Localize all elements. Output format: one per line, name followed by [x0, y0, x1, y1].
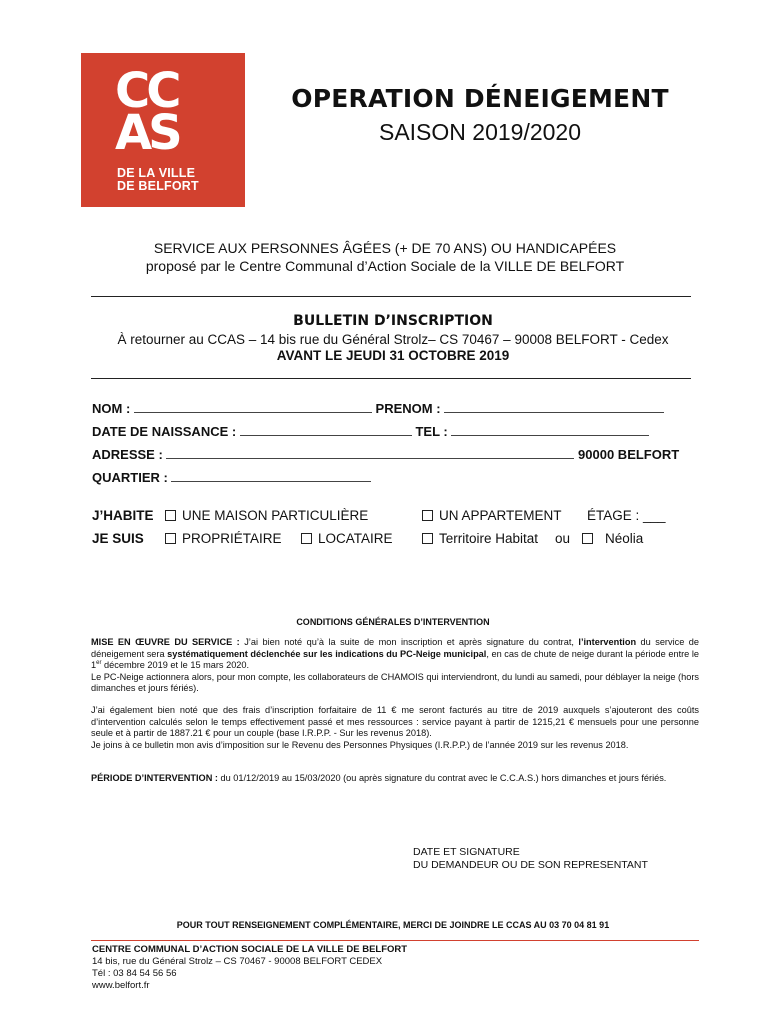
conditions-block [91, 637, 699, 695]
mise-label: MISE EN ŒUVRE DU SERVICE : [91, 637, 240, 647]
mise-text: décembre 2019 et le 15 mars 2020. [101, 660, 250, 670]
checkbox-territoire[interactable] [422, 533, 433, 544]
frais-block [91, 705, 699, 751]
quartier-row [92, 470, 371, 485]
logo-subtitle-1: DE LA VILLE [117, 166, 196, 180]
option-proprietaire[interactable] [165, 531, 282, 546]
page-subtitle: SAISON 2019/2020 [378, 119, 582, 145]
bulletin-title: BULLETIN D’INSCRIPTION [293, 313, 493, 329]
page-title: OPERATION DÉNEIGEMENT [291, 84, 669, 113]
suis-label: JE SUIS [92, 531, 144, 546]
footer-address: 14 bis, rue du Général Strolz – CS 70467 - 90008 BELFORT CEDEX [92, 956, 383, 967]
tel-field[interactable] [451, 425, 649, 436]
nom-field[interactable] [134, 402, 372, 413]
address-row [92, 447, 679, 462]
ccas-logo [81, 53, 245, 207]
prenom-label: PRENOM : [375, 401, 441, 416]
naissance-label: DATE DE NAISSANCE : [92, 424, 237, 439]
joins-paragraph: Je joins à ce bulletin mon avis d’imposition sur le Revenu des Personnes Physiques (I.R.P.P.) de l’année 2019 sur les revenus 2018. [91, 739, 629, 750]
mise-text: du service de déneigement sera [91, 637, 700, 659]
periode-text: du 01/12/2019 au 15/03/2020 (ou après signature du contrat avec le C.C.A.S.) hors dimanches et jours fériés. [217, 773, 667, 783]
signature-line-1: DATE ET SIGNATURE [413, 846, 520, 858]
footer-website[interactable]: www.belfort.fr [92, 980, 150, 991]
tel-label: TEL : [415, 424, 448, 439]
ou-label: ou [555, 531, 571, 546]
city-label: 90000 BELFORT [578, 447, 680, 462]
adresse-field[interactable] [166, 448, 574, 459]
pc-neige-paragraph: Le PC-Neige actionnera alors, pour mon compte, les collaborateurs de CHAMOIS qui interviendront, du lundi au samedi, pour déblayer la neige (hors dimanches et jours fériés). [91, 671, 699, 693]
neolia-label: Néolia [605, 531, 644, 546]
habite-row [92, 508, 154, 523]
maison-label: UNE MAISON PARTICULIÈRE [182, 508, 369, 523]
deadline: AVANT LE JEUDI 31 OCTOBRE 2019 [276, 348, 510, 363]
suis-row [92, 531, 144, 546]
habite-label: J’HABITE [92, 508, 154, 523]
footer-tel: Tél : 03 84 54 56 56 [92, 968, 177, 979]
logo-text-as: AS [115, 105, 179, 161]
quartier-field[interactable] [171, 471, 371, 482]
mise-bold: l’intervention [578, 637, 637, 647]
divider [91, 378, 691, 379]
checkbox-proprietaire[interactable] [165, 533, 176, 544]
footer-divider [91, 940, 699, 941]
mise-text: , en cas de chute de neige durant la période entre le 1 [91, 648, 700, 670]
proprietaire-label: PROPRIÉTAIRE [182, 531, 282, 546]
signature-line-2: DU DEMANDEUR OU DE SON REPRESENTANT [413, 859, 648, 871]
territoire-label: Territoire Habitat [439, 531, 539, 546]
mise-bold: systématiquement déclenchée sur les indications du PC-Neige municipal [167, 648, 487, 659]
prenom-field[interactable] [444, 402, 664, 413]
periode-block [91, 773, 699, 785]
locataire-label: LOCATAIRE [318, 531, 393, 546]
footer-org: CENTRE COMMUNAL D’ACTION SOCIALE DE LA VILLE DE BELFORT [92, 944, 408, 955]
option-locataire[interactable] [301, 531, 393, 546]
checkbox-neolia[interactable] [582, 533, 593, 544]
return-address: À retourner au CCAS – 14 bis rue du Général Strolz– CS 70467 – 90008 BELFORT - Cedex [117, 332, 669, 347]
checkbox-appartement[interactable] [422, 510, 433, 521]
etage-label: ÉTAGE : ___ [587, 508, 666, 523]
adresse-label: ADRESSE : [92, 447, 163, 462]
periode-paragraph [91, 773, 699, 785]
option-neolia[interactable] [582, 531, 643, 546]
nom-label: NOM : [92, 401, 131, 416]
mise-sup: er [96, 659, 102, 666]
option-appartement[interactable] [422, 508, 562, 523]
divider [91, 296, 691, 297]
contact-info: POUR TOUT RENSEIGNEMENT COMPLÉMENTAIRE, MERCI DE JOINDRE LE CCAS AU 03 70 04 81 91 [176, 920, 610, 930]
quartier-label: QUARTIER : [92, 470, 168, 485]
option-maison[interactable] [165, 508, 368, 523]
naissance-field[interactable] [240, 425, 412, 436]
service-line-1: SERVICE AUX PERSONNES ÂGÉES (+ DE 70 ANS) OU HANDICAPÉES [153, 240, 617, 256]
frais-paragraph: J’ai également bien noté que des frais d’inscription forfaitaire de 11 € me seront facturés au titre de 2019 auxquels s’ajouteront des coûts d’intervention calculés selon le temps effectivement passé et mes ressources : service payant à partir de 1215,21 € mensuels pour une personne seule et à partir de 1887.21 € pour un couple (base I.R.P.P. - Sur les revenus 2018). [91, 705, 699, 738]
logo-subtitle-2: DE BELFORT [117, 179, 199, 193]
name-row [92, 401, 664, 416]
checkbox-maison[interactable] [165, 510, 176, 521]
mise-en-oeuvre-paragraph [91, 637, 699, 672]
mise-text: J’ai bien noté qu’à la suite de mon inscription et après signature du contrat, [239, 637, 579, 647]
birth-row [92, 424, 649, 439]
appartement-label: UN APPARTEMENT [439, 508, 562, 523]
option-territoire[interactable] [422, 531, 538, 546]
checkbox-locataire[interactable] [301, 533, 312, 544]
conditions-title: CONDITIONS GÉNÉRALES D’INTERVENTION [296, 617, 490, 627]
service-line-2: proposé par le Centre Communal d’Action Sociale de la VILLE DE BELFORT [145, 258, 625, 274]
periode-label: PÉRIODE D’INTERVENTION : [91, 773, 218, 783]
logo-text-cc: CC [115, 63, 178, 119]
